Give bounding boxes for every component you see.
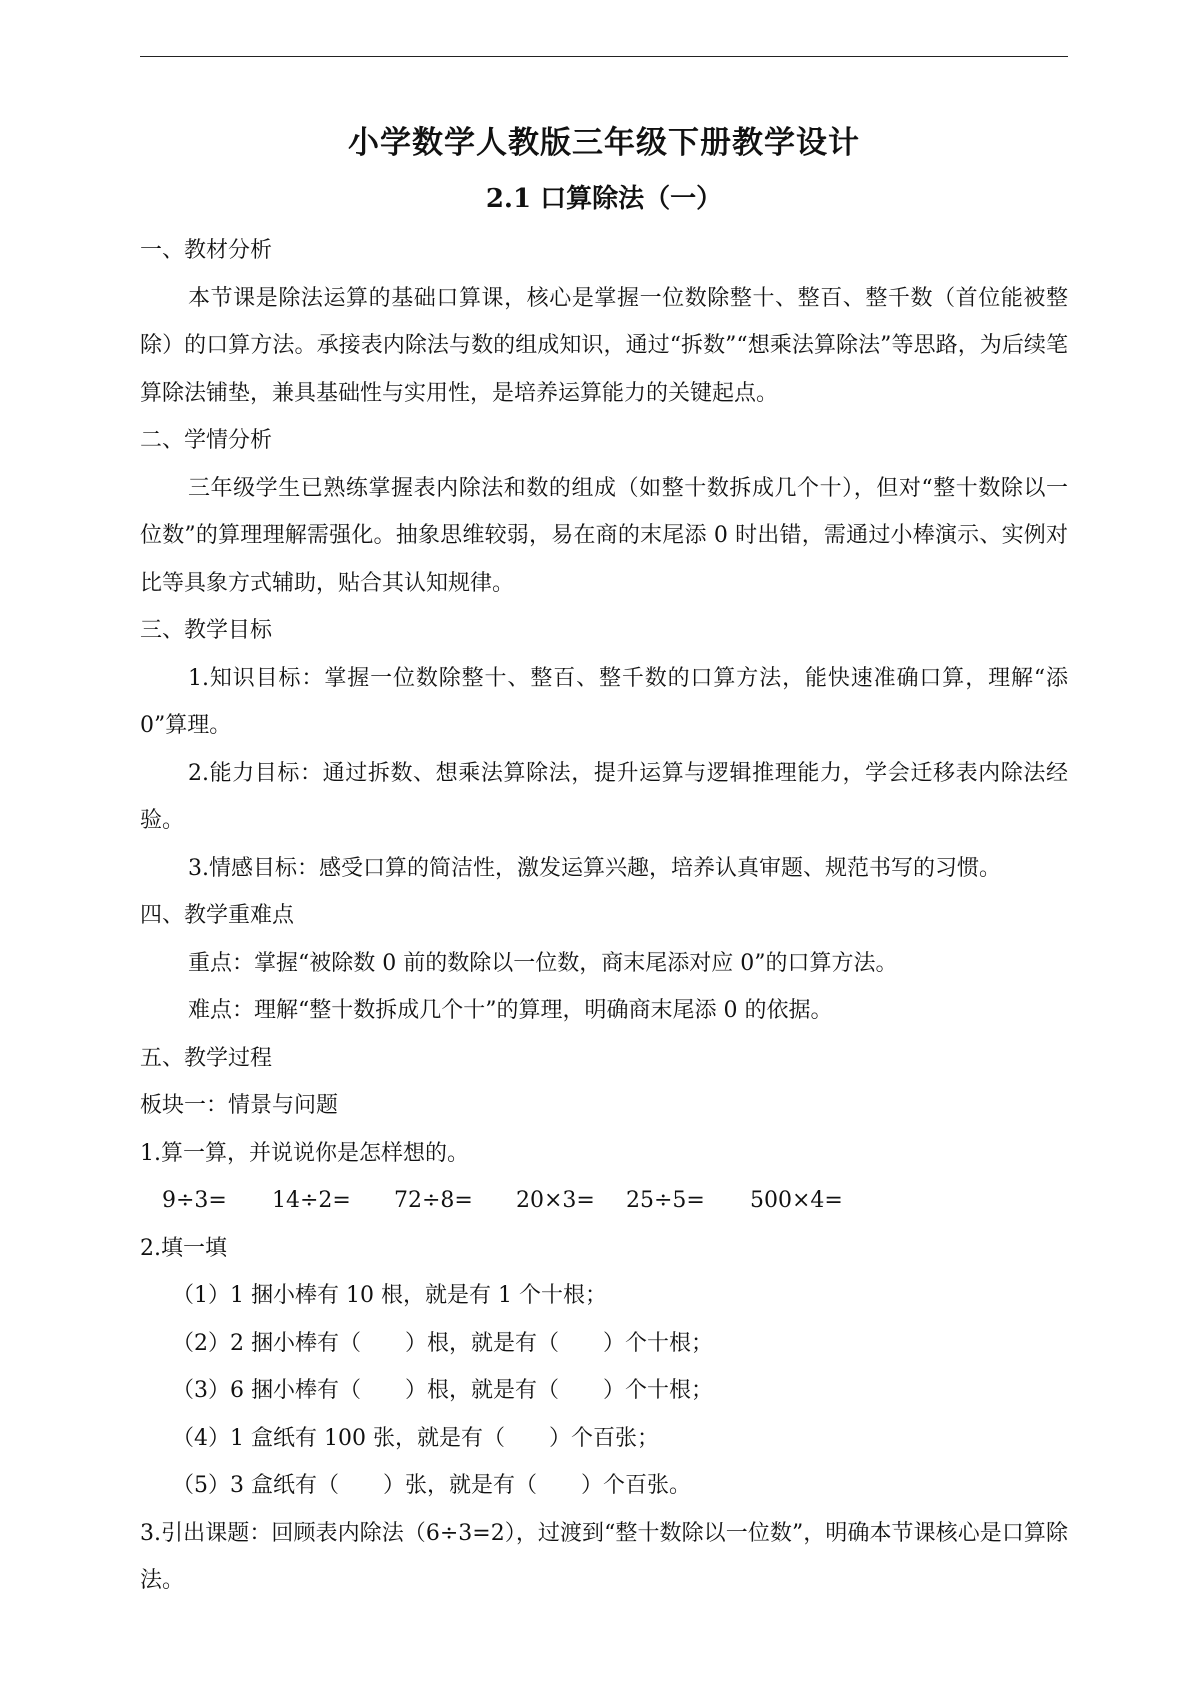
header-rule <box>140 56 1068 57</box>
section-heading-teaching-goals: 三、教学目标 <box>140 618 273 643</box>
formula-item: 14÷2= <box>272 1188 351 1213</box>
document-title: 小学数学人教版三年级下册教学设计 <box>348 125 860 161</box>
fill-blank-item: （4）1 盒纸有 100 张，就是有（ ）个百张； <box>172 1425 659 1451</box>
document-body <box>140 115 1068 1605</box>
difficult-point: 难点：理解“整十数拆成几个十”的算理，明确商末尾添 0 的依据。 <box>188 998 833 1023</box>
block-one-heading: 板块一：情景与问题 <box>140 1093 339 1118</box>
material-analysis-paragraph: 本节课是除法运算的基础口算课，核心是掌握一位数除整十、整百、整千数（首位能被整除）的口算方法。承接表内除法与数的组成知识，通过“拆数”“想乘法算除法”等思路，为后续笔算除法铺垫，兼具基础性与实用性，是培养运算能力的关键起点。 <box>140 285 1068 406</box>
goal-ability: 2.能力目标：通过拆数、想乘法算除法，提升运算与逻辑推理能力，学会迁移表内除法经验。 <box>140 760 1068 833</box>
formula-item: 20×3= <box>516 1188 595 1213</box>
fill-blank-item: （1）1 捆小棒有 10 根，就是有 1 个十根； <box>172 1283 607 1308</box>
question-two-heading: 2.填一填 <box>140 1235 227 1261</box>
formula-item: 72÷8= <box>394 1188 473 1213</box>
goal-knowledge: 1.知识目标：掌握一位数除整十、整百、整千数的口算方法，能快速准确口算，理解“添 0”算理。 <box>140 665 1068 738</box>
question-one-heading: 1.算一算，并说说你是怎样想的。 <box>140 1140 469 1166</box>
fill-blank-item: （2）2 捆小棒有（ ）根，就是有（ ）个十根； <box>172 1330 713 1356</box>
lesson-subtitle: 2.1 口算除法（一） <box>485 184 723 214</box>
section-heading-key-points: 四、教学重难点 <box>140 903 295 928</box>
section-heading-teaching-process: 五、教学过程 <box>140 1045 273 1071</box>
fill-blank-item: （3）6 捆小棒有（ ）根，就是有（ ）个十根； <box>172 1378 713 1403</box>
key-point: 重点：掌握“被除数 0 前的数除以一位数，商末尾添对应 0”的口算方法。 <box>188 950 898 976</box>
question-three-paragraph: 3.引出课题：回顾表内除法（6÷3=2），过渡到“整十数除以一位数”，明确本节课核心是口算除法。 <box>140 1520 1068 1593</box>
formula-item: 25÷5= <box>626 1188 705 1213</box>
goal-emotion: 3.情感目标：感受口算的简洁性，激发运算兴趣，培养认真审题、规范书写的习惯。 <box>188 855 1001 881</box>
student-analysis-paragraph: 三年级学生已熟练掌握表内除法和数的组成（如整十数拆成几个十），但对“整十数除以一位数”的算理理解需强化。抽象思维较弱，易在商的末尾添 0 时出错，需通过小棒演示、实例对比等具象方式辅助，贴合其认知规律。 <box>140 475 1068 596</box>
formula-item: 9÷3= <box>162 1188 227 1213</box>
section-heading-student-analysis: 二、学情分析 <box>140 428 273 453</box>
question-one-formulas <box>140 1177 1068 1225</box>
section-heading-material-analysis: 一、教材分析 <box>140 238 273 263</box>
formula-item: 500×4= <box>750 1188 843 1213</box>
fill-blank-item: （5）3 盒纸有（ ）张，就是有（ ）个百张。 <box>172 1473 691 1498</box>
